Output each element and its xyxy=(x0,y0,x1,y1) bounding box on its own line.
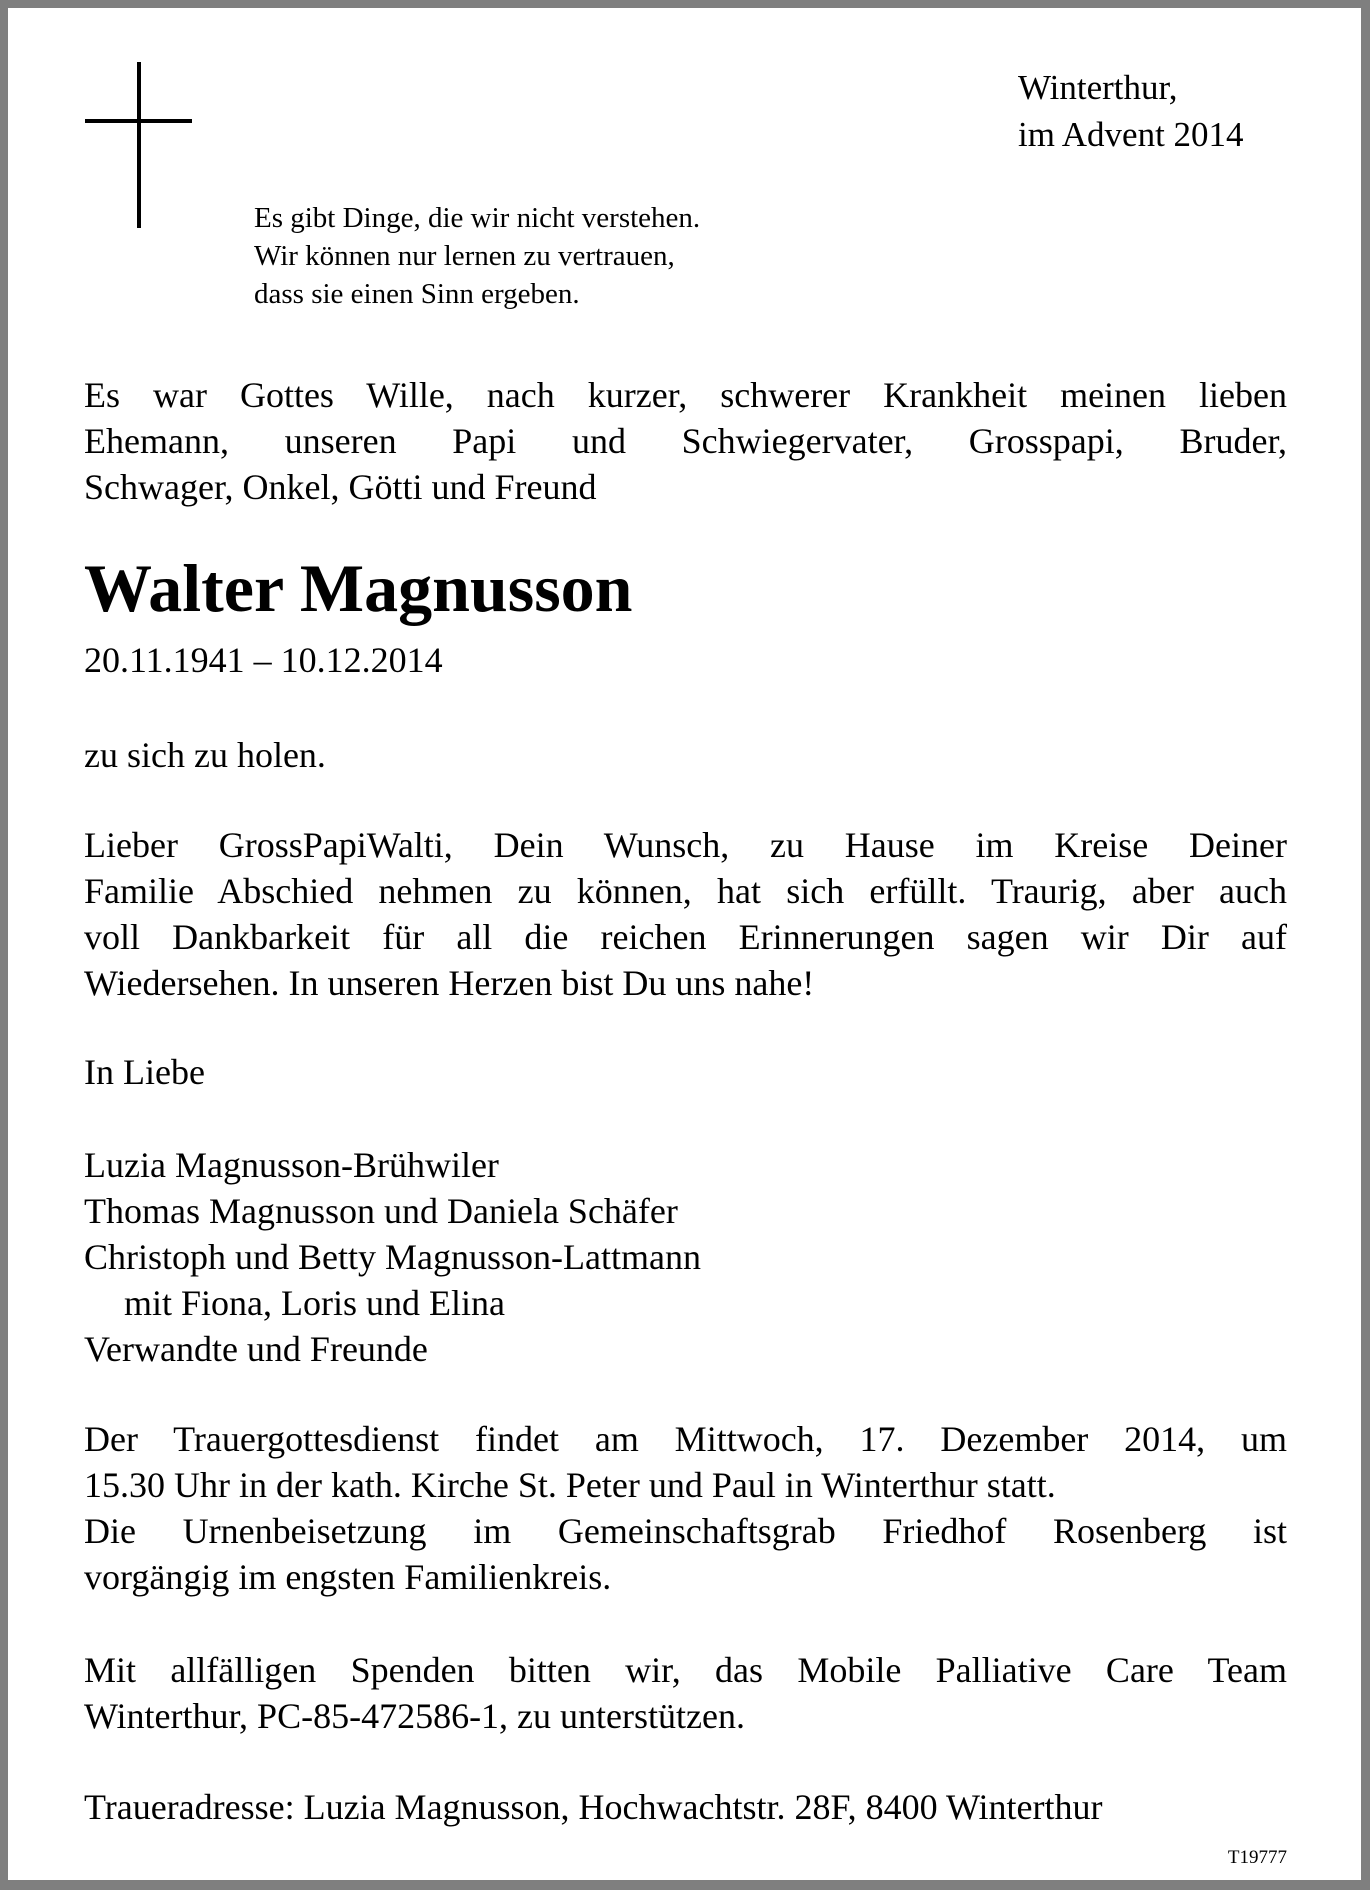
after-name-text: zu sich zu holen. xyxy=(84,735,326,775)
text-line: Lieber GrossPapiWalti, Dein Wunsch, zu Hause im Kreise Deiner xyxy=(84,825,1287,865)
quote-line: dass sie einen Sinn ergeben. xyxy=(254,278,580,310)
mourners-list xyxy=(84,1142,1287,1372)
text-line: Wiedersehen. In unseren Herzen bist Du uns nahe! xyxy=(84,963,815,1003)
mourner: Verwandte und Freunde xyxy=(84,1329,428,1369)
text-line: vorgängig im engsten Familienkreis. xyxy=(84,1557,612,1597)
service-paragraph xyxy=(84,1416,1287,1600)
intro-paragraph xyxy=(84,372,1287,510)
closing: In Liebe xyxy=(84,1052,205,1092)
message-paragraph xyxy=(84,822,1287,1006)
place-date xyxy=(1018,64,1244,158)
mourner: Thomas Magnusson und Daniela Schäfer xyxy=(84,1191,678,1231)
deceased-name: Walter Magnusson xyxy=(84,550,633,626)
ad-code: T19777 xyxy=(1227,1847,1287,1868)
text-line: Schwager, Onkel, Götti und Freund xyxy=(84,467,597,507)
text-line: Die Urnenbeisetzung im Gemeinschaftsgrab Friedhof Rosenberg ist xyxy=(84,1511,1287,1551)
text-line: Ehemann, unseren Papi und Schwiegervater, Grosspapi, Bruder, xyxy=(84,421,1287,461)
mourning-address: Traueradresse: Luzia Magnusson, Hochwachtstr. 28F, 8400 Winterthur xyxy=(84,1787,1103,1827)
text-line: voll Dankbarkeit für all die reichen Erinnerungen sagen wir Dir auf xyxy=(84,917,1287,957)
mourner: mit Fiona, Loris und Elina xyxy=(124,1283,505,1323)
life-dates: 20.11.1941 – 10.12.2014 xyxy=(84,640,443,680)
donations-paragraph xyxy=(84,1647,1287,1739)
text-line: 15.30 Uhr in der kath. Kirche St. Peter und Paul in Winterthur statt. xyxy=(84,1465,1056,1505)
date-line: im Advent 2014 xyxy=(1018,115,1244,154)
text-line: Der Trauergottesdienst findet am Mittwoch, 17. Dezember 2014, um xyxy=(84,1419,1287,1459)
quote-line: Wir können nur lernen zu vertrauen, xyxy=(254,240,675,272)
text-line: Es war Gottes Wille, nach kurzer, schwerer Krankheit meinen lieben xyxy=(84,375,1287,415)
text-line: Mit allfälligen Spenden bitten wir, das Mobile Palliative Care Team xyxy=(84,1650,1287,1690)
quote xyxy=(254,199,700,313)
mourner: Luzia Magnusson-Brühwiler xyxy=(84,1145,499,1185)
quote-line: Es gibt Dinge, die wir nicht verstehen. xyxy=(254,202,701,234)
mourner: Christoph und Betty Magnusson-Lattmann xyxy=(84,1237,701,1277)
place-line: Winterthur, xyxy=(1018,68,1178,107)
text-line: Familie Abschied nehmen zu können, hat sich erfüllt. Traurig, aber auch xyxy=(84,871,1287,911)
text-line: Winterthur, PC-85-472586-1, zu unterstützen. xyxy=(84,1696,745,1736)
